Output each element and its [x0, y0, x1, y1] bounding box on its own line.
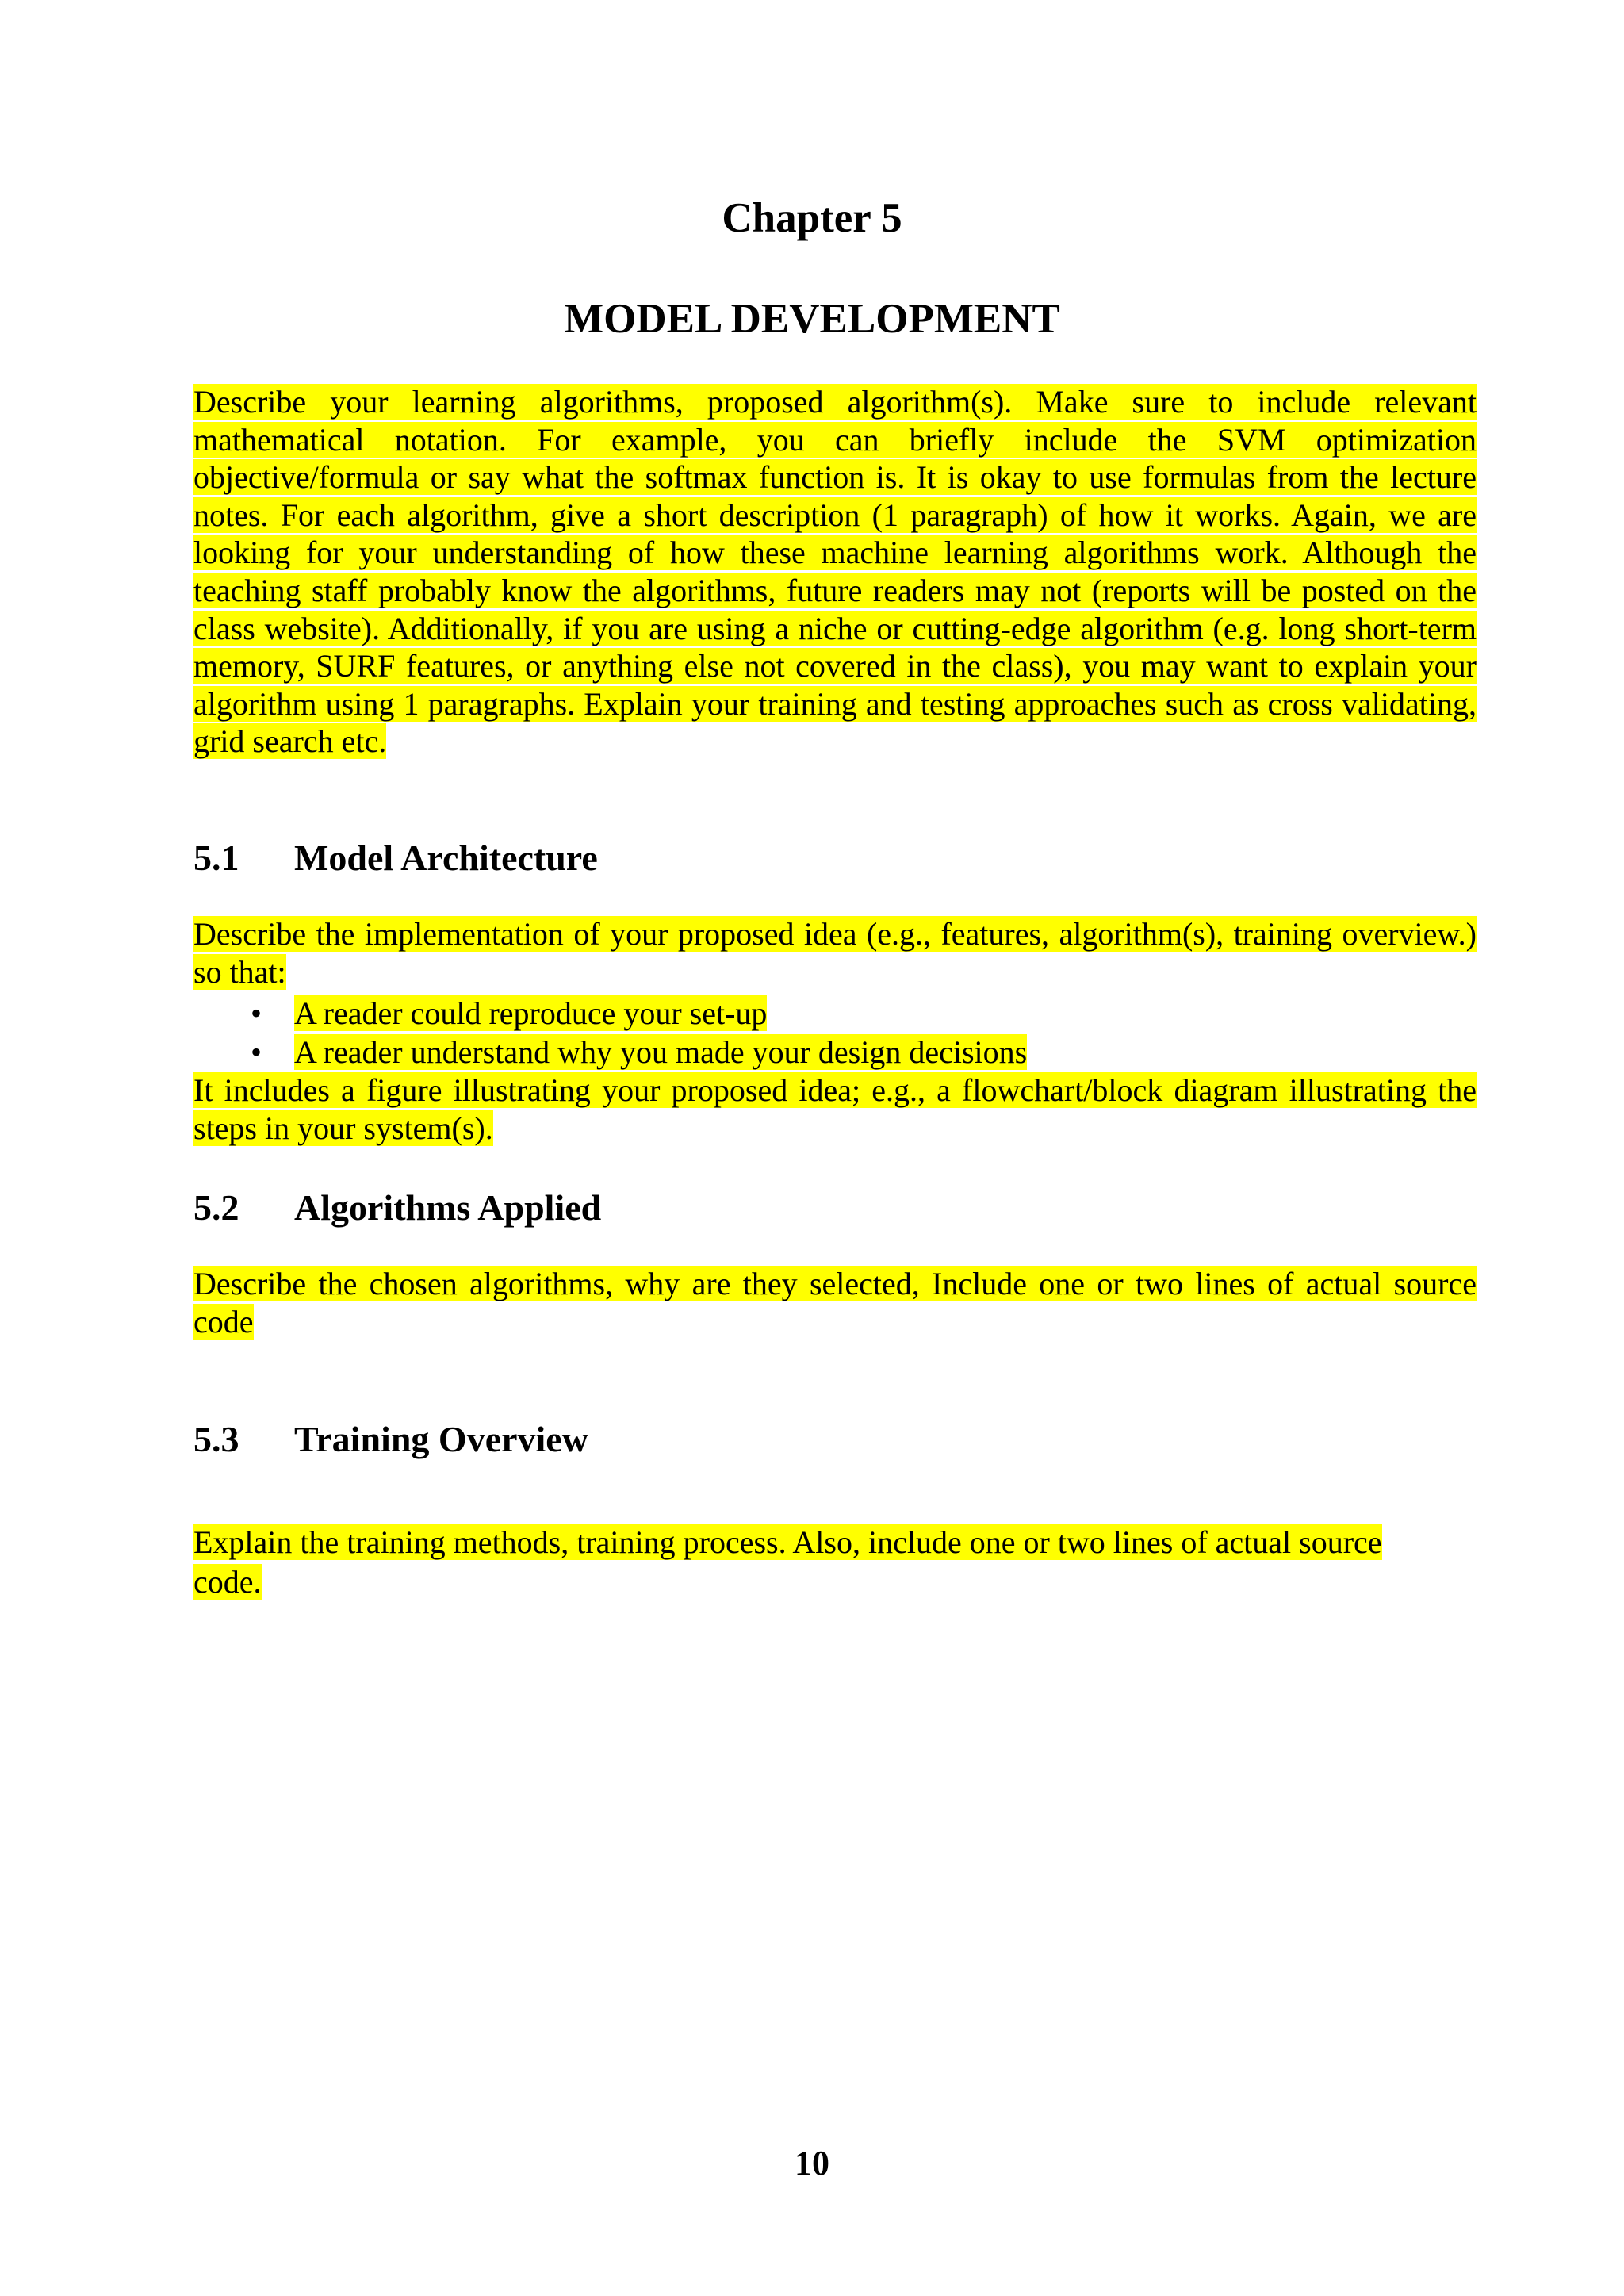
intro-text: Describe your learning algorithms, proposed algorithm(s). Make sure to include relevant mathematical notation. For example, you can briefly include the SVM optimization objective/formula or say what the softmax function is. It is okay to use formulas from the lecture notes. For each algorithm, give a short description (1 paragraph) of how it works. Again, we are looking for your understanding of how these machine learning algorithms work. Although the teaching staff probably know the algorithms, future readers may not (reports will be posted on the class website). Additionally, if you are using a niche or cutting-edge algorithm (e.g. long short-term memory, SURF features, or anything else not covered in the class), you may want to explain your algorithm using 1 paragraphs. Explain your training and testing approaches such as cross validating, grid search etc.	[193, 384, 1477, 760]
model-architecture-text: Describe the implementation of your proposed idea (e.g., features, algorithm(s), training overview.) so that:	[193, 916, 1477, 990]
section-heading-training-overview	[193, 1416, 588, 1463]
list-item	[193, 1033, 1477, 1071]
section-number: 5.1	[193, 838, 239, 878]
page-number: 10	[795, 2144, 829, 2183]
section-title: Training Overview	[294, 1419, 588, 1459]
algorithms-applied-text: Describe the chosen algorithms, why are they selected, Include one or two lines of actual source code	[193, 1266, 1477, 1340]
chapter-label: Chapter 5	[722, 195, 902, 241]
chapter-title: MODEL DEVELOPMENT	[564, 296, 1060, 342]
section-heading-algorithms-applied	[193, 1184, 601, 1232]
model-architecture-figure-note	[193, 1071, 1477, 1147]
model-architecture-figure-text: It includes a figure illustrating your proposed idea; e.g., a flowchart/block diagram illustrating the steps in your system(s).	[193, 1072, 1477, 1146]
section-number: 5.2	[193, 1187, 239, 1228]
section-title: Algorithms Applied	[294, 1187, 602, 1228]
algorithms-applied-paragraph	[193, 1265, 1477, 1340]
training-overview-text: Explain the training methods, training process. Also, include one or two lines of actual source code.	[193, 1524, 1382, 1600]
model-architecture-paragraph	[193, 915, 1477, 991]
section-number: 5.3	[193, 1419, 239, 1459]
bullet-icon: •	[251, 995, 262, 1031]
bullet-icon: •	[251, 1034, 262, 1070]
intro-paragraph	[193, 383, 1477, 761]
bullet-text: A reader understand why you made your design decisions	[294, 1034, 1028, 1070]
model-architecture-bullet-list	[193, 994, 1477, 1071]
bullet-text: A reader could reproduce your set-up	[294, 995, 768, 1031]
section-title: Model Architecture	[294, 838, 598, 878]
section-heading-model-architecture	[193, 834, 598, 882]
training-overview-paragraph	[193, 1523, 1431, 1602]
list-item	[193, 994, 1477, 1033]
